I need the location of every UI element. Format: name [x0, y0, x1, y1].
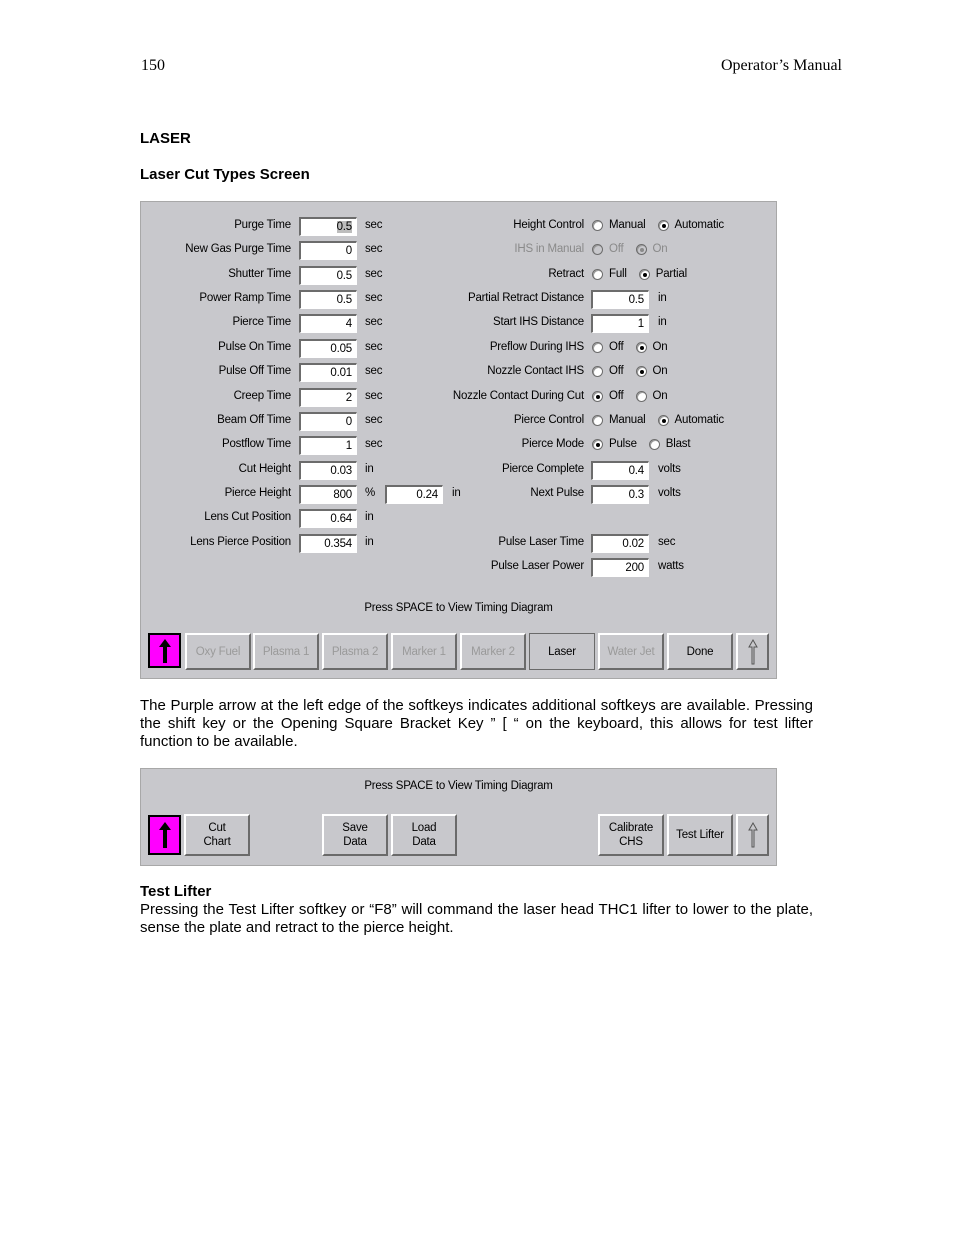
lens-pierce-position-label: Lens Pierce Position: [190, 536, 291, 548]
new-gas-purge-time-label: New Gas Purge Time: [185, 243, 291, 255]
power-ramp-time-label: Power Ramp Time: [199, 292, 291, 304]
radio-label: Automatic: [674, 219, 724, 231]
nozzle-contact-ihs-off-radio[interactable]: [592, 366, 603, 377]
lens-pierce-position-field[interactable]: 0.354: [299, 534, 357, 553]
unit-label: in: [452, 487, 461, 499]
postflow-time-field[interactable]: 1: [299, 436, 357, 455]
unit-label: in: [365, 463, 374, 475]
shift-arrow-softkey[interactable]: [736, 814, 769, 856]
softkey-water-jet[interactable]: Water Jet: [598, 633, 664, 670]
pulse-laser-power-field[interactable]: 200: [591, 558, 649, 577]
unit-label: %: [365, 487, 376, 499]
test-lifter-heading: Test Lifter: [140, 883, 212, 900]
shutter-time-label: Shutter Time: [228, 268, 291, 280]
unit-label: watts: [658, 560, 684, 572]
radio-label: Off: [609, 390, 624, 402]
paragraph-softkeys: The Purple arrow at the left edge of the softkeys indicates additional softkeys are available. Pressing the shift key or the Opening Square Bracket Key ” [ “ on the keyboard, this allows for test lifter function to be available.: [140, 697, 813, 750]
creep-time-field[interactable]: 2: [299, 388, 357, 407]
softkey-marker-1[interactable]: Marker 1: [391, 633, 457, 670]
beam-off-time-field[interactable]: 0: [299, 412, 357, 431]
pierce-height-label: Pierce Height: [224, 487, 291, 499]
unit-label: in: [658, 292, 667, 304]
unit-label: sec: [365, 414, 383, 426]
pierce-control-radio-group: [592, 414, 724, 426]
creep-time-label: Creep Time: [233, 390, 291, 402]
pierce-mode-pulse-radio[interactable]: [592, 439, 603, 450]
pulse-on-time-field[interactable]: 0.05: [299, 339, 357, 358]
unit-label: sec: [365, 243, 383, 255]
partial-retract-distance-field[interactable]: 0.5: [591, 290, 649, 309]
ihs-in-manual-radio-group: [592, 243, 667, 255]
pierce-mode-radio-group: [592, 438, 690, 450]
pierce-height-inches-field[interactable]: 0.24: [385, 485, 443, 504]
unit-label: sec: [365, 341, 383, 353]
pulse-laser-time-label: Pulse Laser Time: [498, 536, 584, 548]
preflow-during-ihs-label: Preflow During IHS: [489, 341, 584, 353]
subsection-title: Laser Cut Types Screen: [140, 166, 310, 183]
laser-cut-types-screen: [140, 201, 777, 679]
shutter-time-field[interactable]: 0.5: [299, 266, 357, 285]
pulse-laser-time-field[interactable]: 0.02: [591, 534, 649, 553]
radio-label: On: [652, 390, 668, 402]
cut-height-label: Cut Height: [238, 463, 291, 475]
radio-label: Pulse: [609, 438, 637, 450]
pulse-on-time-label: Pulse On Time: [218, 341, 291, 353]
shift-softkey[interactable]: [148, 815, 181, 855]
calibrate-chs-softkey[interactable]: Calibrate CHS: [598, 814, 664, 856]
radio-label: On: [652, 341, 668, 353]
unit-label: in: [365, 536, 374, 548]
shift-softkey[interactable]: [148, 633, 181, 668]
partial-retract-distance-label: Partial Retract Distance: [468, 292, 584, 304]
purge-time-label: Purge Time: [234, 219, 291, 231]
purge-time-field[interactable]: 0.5: [299, 217, 357, 236]
radio-label: Off: [609, 365, 624, 377]
radio-label: Off: [609, 243, 624, 255]
height-control-automatic-radio[interactable]: [658, 220, 669, 231]
nozzle-contact-ihs-radio-group: [592, 365, 667, 377]
pierce-mode-blast-radio[interactable]: [649, 439, 660, 450]
unit-label: volts: [658, 463, 681, 475]
preflow-during-ihs-radio-group: [592, 341, 667, 353]
radio-label: Off: [609, 341, 624, 353]
section-title: LASER: [140, 130, 191, 147]
unit-label: in: [658, 316, 667, 328]
unit-label: sec: [365, 292, 383, 304]
test-lifter-softkeys-screen: [140, 768, 777, 866]
unit-label: sec: [365, 365, 383, 377]
unit-label: volts: [658, 487, 681, 499]
preflow-off-radio[interactable]: [592, 342, 603, 353]
pierce-control-manual-radio[interactable]: [592, 415, 603, 426]
nozzle-contact-cut-on-radio[interactable]: [636, 391, 647, 402]
up-arrow-icon: [158, 821, 172, 849]
unit-label: in: [365, 511, 374, 523]
softkey-oxy-fuel[interactable]: Oxy Fuel: [185, 633, 251, 670]
lens-cut-position-field[interactable]: 0.64: [299, 509, 357, 528]
nozzle-contact-ihs-label: Nozzle Contact IHS: [487, 365, 584, 377]
softkey-plasma-1[interactable]: Plasma 1: [253, 633, 319, 670]
softkey-laser[interactable]: Laser: [529, 633, 595, 670]
pierce-control-label: Pierce Control: [513, 414, 584, 426]
radio-label: On: [652, 365, 668, 377]
radio-label: Manual: [609, 219, 646, 231]
start-ihs-distance-field[interactable]: 1: [591, 314, 649, 333]
pierce-height-field[interactable]: 800: [299, 485, 357, 504]
up-arrow-outline-icon: [748, 822, 758, 848]
manual-title: Operator’s Manual: [721, 57, 842, 74]
up-arrow-outline-icon: [748, 639, 758, 665]
ihs-in-manual-label: IHS in Manual: [514, 243, 584, 255]
up-arrow-icon: [158, 638, 172, 664]
unit-label: sec: [365, 219, 383, 231]
save-data-softkey[interactable]: Save Data: [322, 814, 388, 856]
radio-label: Manual: [609, 414, 646, 426]
unit-label: sec: [365, 316, 383, 328]
nozzle-contact-ihs-on-radio[interactable]: [636, 366, 647, 377]
softkey-done[interactable]: Done: [667, 633, 733, 670]
postflow-time-label: Postflow Time: [222, 438, 291, 450]
nozzle-contact-cut-off-radio[interactable]: [592, 391, 603, 402]
pulse-laser-power-label: Pulse Laser Power: [490, 560, 584, 572]
next-pulse-label: Next Pulse: [530, 487, 584, 499]
unit-label: sec: [658, 536, 676, 548]
preflow-on-radio[interactable]: [636, 342, 647, 353]
radio-label: Full: [609, 268, 627, 280]
ihs-in-manual-on-radio: [636, 244, 647, 255]
unit-label: sec: [365, 390, 383, 402]
pierce-time-field[interactable]: 4: [299, 314, 357, 333]
new-gas-purge-time-field[interactable]: 0: [299, 241, 357, 260]
cut-chart-softkey[interactable]: Cut Chart: [184, 814, 250, 856]
radio-label: Blast: [665, 438, 691, 450]
pierce-control-automatic-radio[interactable]: [658, 415, 669, 426]
softkey-plasma-2[interactable]: Plasma 2: [322, 633, 388, 670]
pierce-complete-field[interactable]: 0.4: [591, 461, 649, 480]
nozzle-contact-during-cut-radio-group: [592, 390, 667, 402]
retract-radio-group: [592, 268, 687, 280]
retract-partial-radio[interactable]: [639, 269, 650, 280]
beam-off-time-label: Beam Off Time: [217, 414, 291, 426]
next-pulse-field[interactable]: 0.3: [591, 485, 649, 504]
radio-label: Automatic: [674, 414, 724, 426]
pierce-time-label: Pierce Time: [232, 316, 291, 328]
pierce-complete-label: Pierce Complete: [501, 463, 584, 475]
load-data-softkey[interactable]: Load Data: [391, 814, 457, 856]
lens-cut-position-label: Lens Cut Position: [204, 511, 291, 523]
radio-label: Partial: [655, 268, 687, 280]
unit-label: sec: [365, 268, 383, 280]
height-control-manual-radio[interactable]: [592, 220, 603, 231]
height-control-radio-group: [592, 219, 724, 231]
height-control-label: Height Control: [513, 219, 584, 231]
unit-label: sec: [365, 438, 383, 450]
press-space-hint: Press SPACE to View Timing Diagram: [364, 602, 553, 614]
pierce-mode-label: Pierce Mode: [521, 438, 584, 450]
cut-height-field[interactable]: 0.03: [299, 461, 357, 480]
shift-arrow-softkey[interactable]: [736, 633, 769, 670]
retract-full-radio[interactable]: [592, 269, 603, 280]
pulse-off-time-field[interactable]: 0.01: [299, 363, 357, 382]
retract-label: Retract: [548, 268, 584, 280]
pulse-off-time-label: Pulse Off Time: [218, 365, 291, 377]
radio-label: On: [652, 243, 668, 255]
nozzle-contact-during-cut-label: Nozzle Contact During Cut: [452, 390, 584, 402]
ihs-in-manual-off-radio: [592, 244, 603, 255]
press-space-hint: Press SPACE to View Timing Diagram: [364, 780, 553, 792]
page-number: 150: [141, 57, 165, 74]
softkey-marker-2[interactable]: Marker 2: [460, 633, 526, 670]
start-ihs-distance-label: Start IHS Distance: [493, 316, 584, 328]
power-ramp-time-field[interactable]: 0.5: [299, 290, 357, 309]
test-lifter-softkey[interactable]: Test Lifter: [667, 814, 733, 856]
paragraph-test-lifter: Pressing the Test Lifter softkey or “F8” will command the laser head THC1 lifter to lower to the plate, sense the plate and retract to the pierce height.: [140, 901, 813, 936]
